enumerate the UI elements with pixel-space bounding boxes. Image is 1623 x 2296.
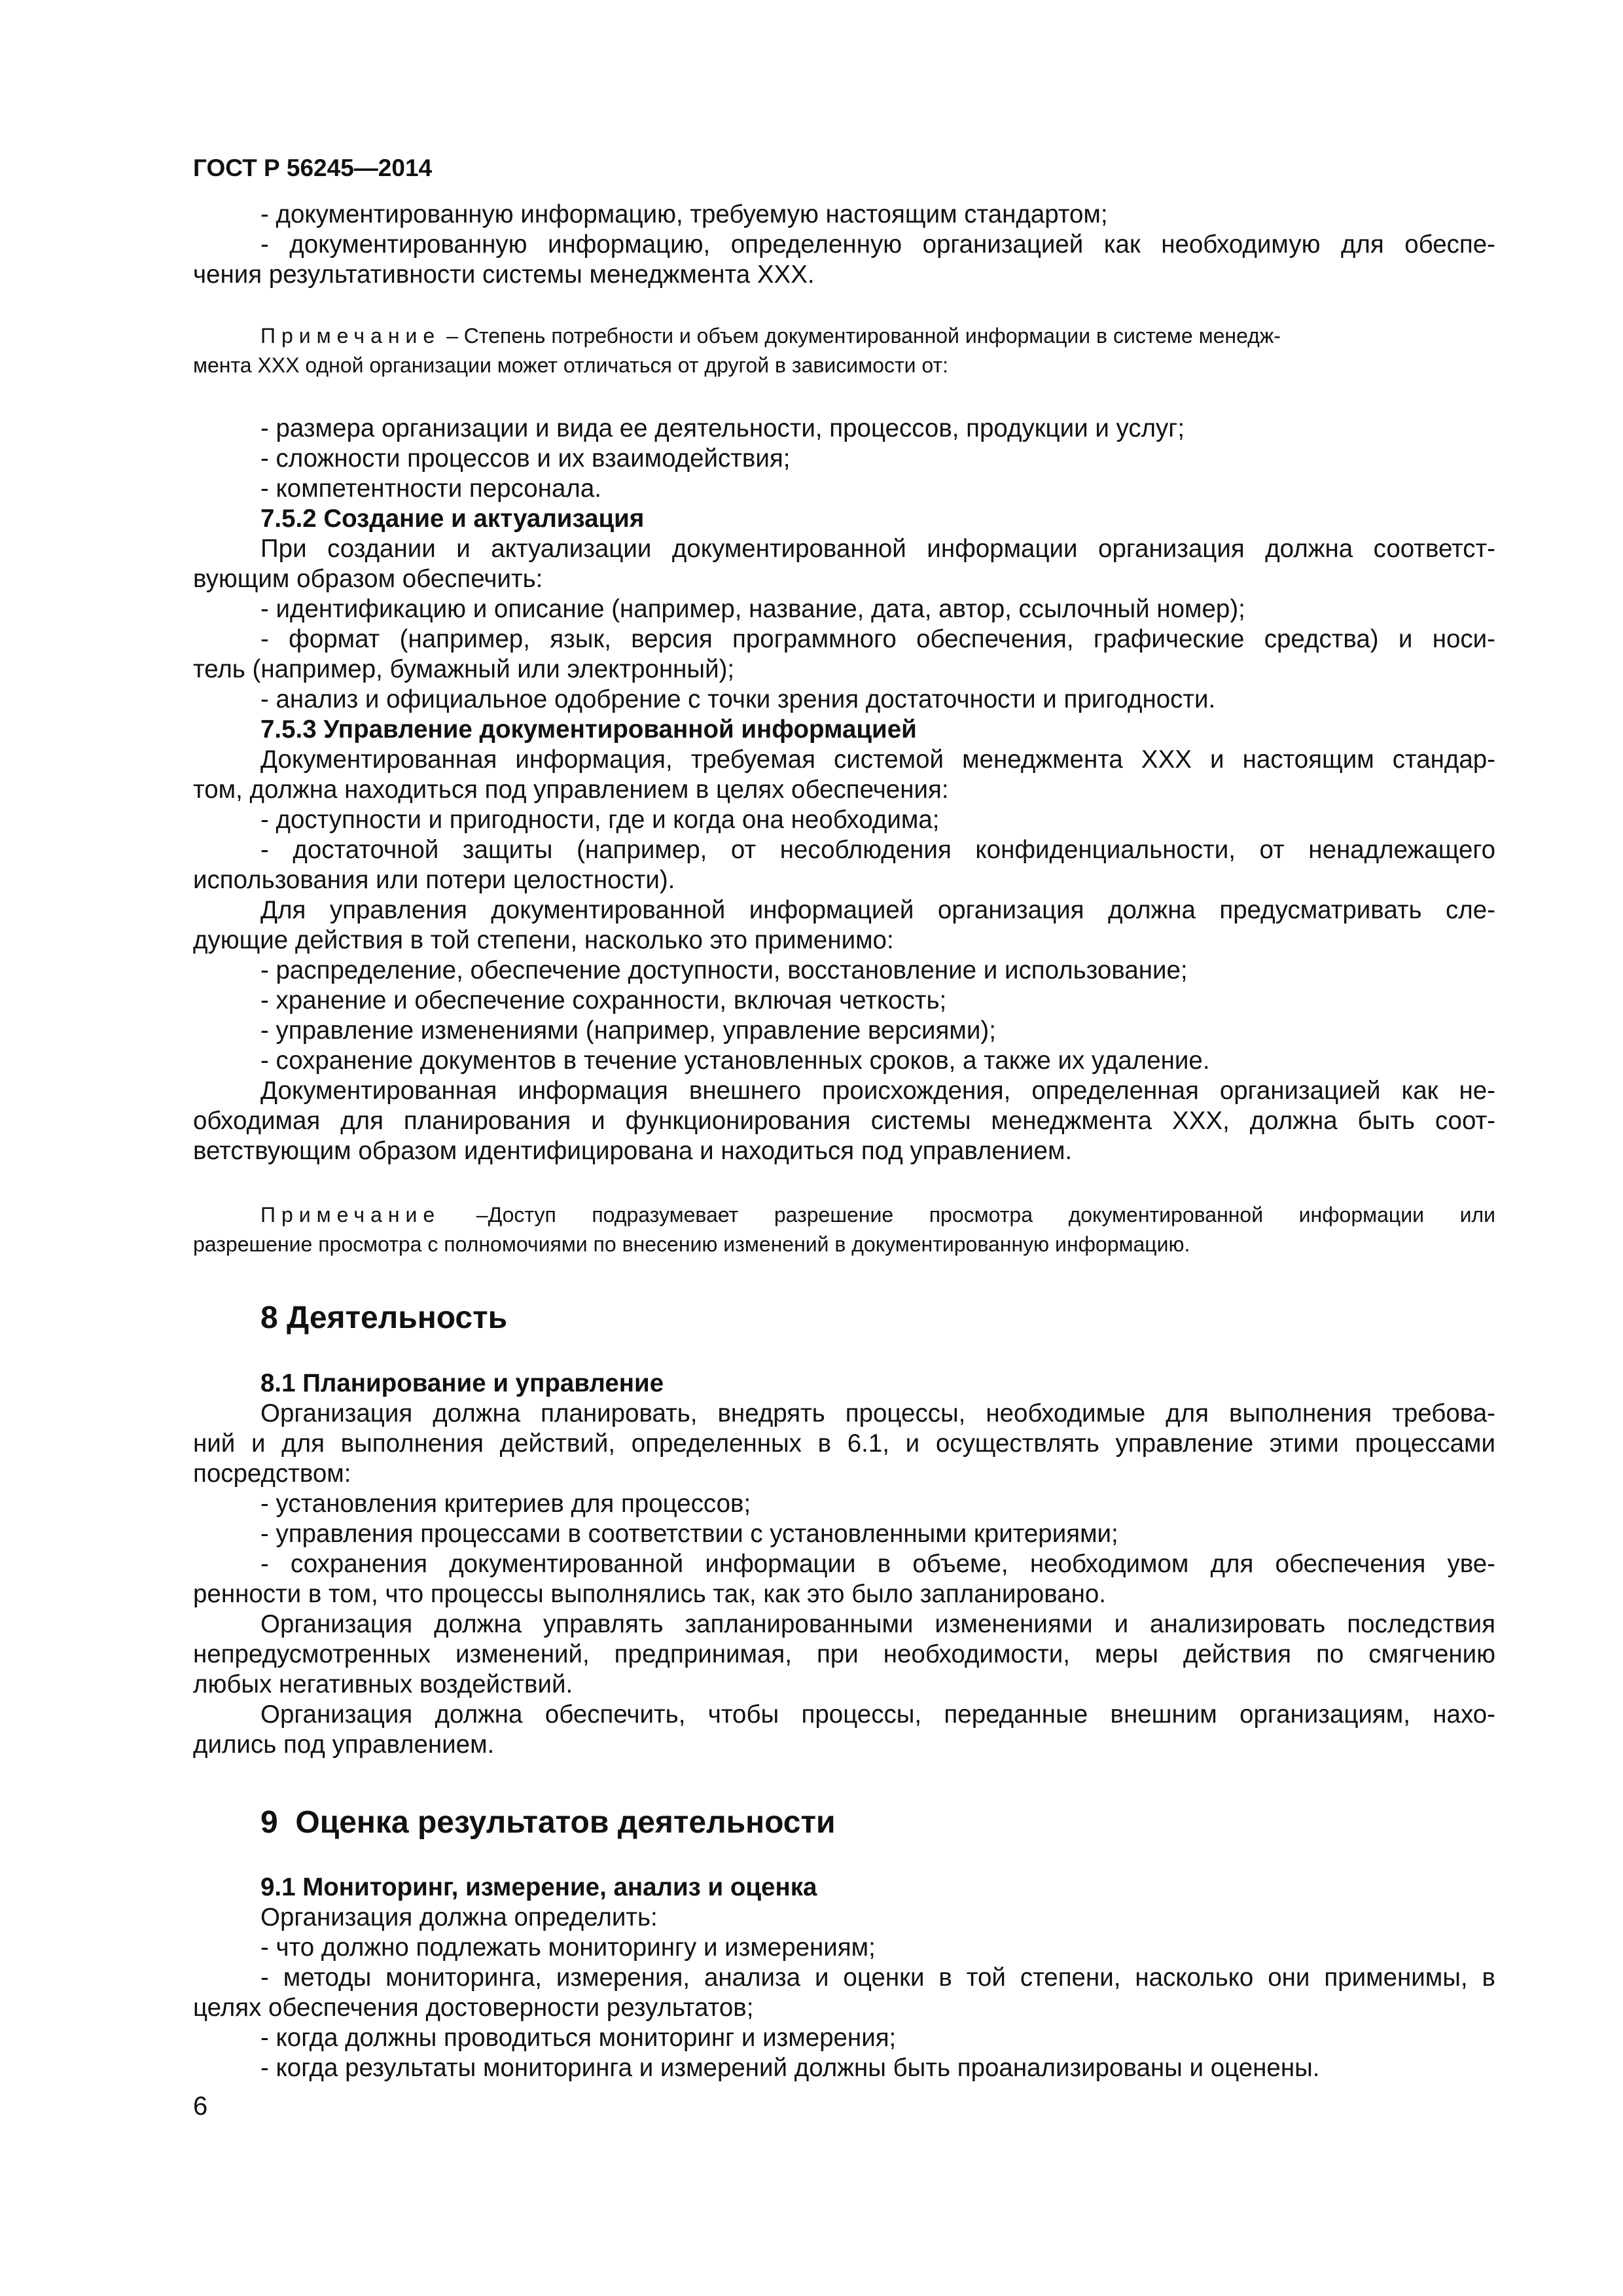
- paragraph-line: том, должна находиться под управлением в целях обеспечения:: [193, 776, 949, 804]
- note-block: [260, 1202, 1495, 1228]
- list-item: - распределение, обеспечение доступности, восстановление и использование;: [260, 956, 1188, 984]
- text-line: чения результативности системы менеджмента XXX.: [193, 260, 815, 289]
- note-text: – Степень потребности и объем документированной информации в системе менедж-: [440, 324, 1281, 348]
- list-item: - когда результаты мониторинга и измерений должны быть проанализированы и оценены.: [260, 2054, 1320, 2082]
- list-item: - сложности процессов и их взаимодействия;: [260, 444, 791, 473]
- paragraph-line: дились под управлением.: [193, 1731, 495, 1759]
- note-text: –Доступ подразумевает разрешение просмотра документированной информации или: [440, 1203, 1495, 1227]
- list-item: - документированную информацию, определенную организацией как необходимую для обеспе-: [260, 230, 1495, 259]
- note-label: Примечание: [260, 1203, 441, 1227]
- paragraph-line: любых негативных воздействий.: [193, 1670, 573, 1698]
- paragraph-line: Для управления документированной информацией организация должна предусматривать сле-: [260, 896, 1495, 924]
- list-item: - сохранения документированной информации в объеме, необходимом для обеспечения уве-: [260, 1550, 1495, 1578]
- list-item: - достаточной защиты (например, от несоблюдения конфиденциальности, от ненадлежащего: [260, 836, 1495, 864]
- page-number: 6: [193, 2092, 208, 2121]
- list-item: - установления критериев для процессов;: [260, 1490, 751, 1518]
- doc-code-header: ГОСТ Р 56245—2014: [193, 154, 433, 181]
- paragraph-line: Организация должна планировать, внедрять процессы, необходимые для выполнения требова-: [260, 1399, 1495, 1427]
- list-item: - размера организации и вида ее деятельности, процессов, продукции и услуг;: [260, 414, 1185, 442]
- section-heading-9: 9 Оценка результатов деятельности: [260, 1805, 836, 1840]
- list-item: - доступности и пригодности, где и когда она необходима;: [260, 806, 940, 834]
- list-item: - сохранение документов в течение установленных сроков, а также их удаление.: [260, 1047, 1210, 1075]
- paragraph-line: вующим образом обеспечить:: [193, 565, 543, 593]
- list-item: ренности в том, что процессы выполнялись так, как это было запланировано.: [193, 1580, 1107, 1608]
- list-item: - методы мониторинга, измерения, анализа и оценки в той степени, насколько они применимы, в: [260, 1964, 1495, 1992]
- list-item: - формат (например, язык, версия программного обеспечения, графические средства) и носи-: [260, 625, 1495, 653]
- list-item: - документированную информацию, требуемую настоящим стандартом;: [260, 200, 1108, 228]
- note-text: разрешение просмотра с полномочиями по внесению изменений в документированную информацию.: [193, 1232, 1190, 1256]
- paragraph-line: ветствующим образом идентифицирована и находиться под управлением.: [193, 1137, 1073, 1165]
- paragraph-line: Документированная информация внешнего происхождения, определенная организацией как не-: [260, 1077, 1495, 1105]
- list-item: - идентификацию и описание (например, название, дата, автор, ссылочный номер);: [260, 595, 1245, 623]
- paragraph-line: непредусмотренных изменений, предпринимая, при необходимости, меры действия по смягчению: [193, 1640, 1495, 1668]
- paragraph-line: Организация должна управлять запланированными изменениями и анализировать последствия: [260, 1610, 1495, 1638]
- list-item: - что должно подлежать мониторингу и измерениям;: [260, 1933, 876, 1962]
- note-text: мента XXX одной организации может отличаться от другой в зависимости от:: [193, 353, 948, 377]
- list-item: - хранение и обеспечение сохранности, включая четкость;: [260, 986, 947, 1014]
- paragraph-line: посредством:: [193, 1460, 351, 1488]
- paragraph-line: обходимая для планирования и функционирования системы менеджмента XXX, должна быть соот-: [193, 1107, 1495, 1135]
- paragraph-line: Документированная информация, требуемая системой менеджмента XXX и настоящим стандар-: [260, 745, 1495, 774]
- list-item: тель (например, бумажный или электронный);: [193, 655, 735, 683]
- list-item: - анализ и официальное одобрение с точки зрения достаточности и пригодности.: [260, 685, 1216, 713]
- section-heading-8-1: 8.1 Планирование и управление: [260, 1369, 664, 1397]
- list-item: - когда должны проводиться мониторинг и измерения;: [260, 2024, 897, 2052]
- paragraph-line: Организация должна обеспечить, чтобы процессы, переданные внешним организациям, нахо-: [260, 1700, 1495, 1729]
- note-label: Примечание: [260, 324, 441, 348]
- list-item: использования или потери целостности).: [193, 866, 675, 894]
- note-block: [260, 323, 1281, 349]
- list-item: - компетентности персонала.: [260, 475, 601, 503]
- section-heading-9-1: 9.1 Мониторинг, измерение, анализ и оценка: [260, 1873, 817, 1901]
- paragraph-line: При создании и актуализации документированной информации организация должна соответст-: [260, 535, 1495, 563]
- list-item: - управление изменениями (например, управление версиями);: [260, 1016, 996, 1045]
- paragraph-line: ний и для выполнения действий, определенных в 6.1, и осуществлять управление этими процессами: [193, 1429, 1495, 1458]
- paragraph-line: дующие действия в той степени, насколько это применимо:: [193, 926, 894, 954]
- list-item: целях обеспечения достоверности результатов;: [193, 1994, 754, 2022]
- paragraph-line: Организация должна определить:: [260, 1903, 658, 1931]
- list-item: - управления процессами в соответствии с установленными критериями;: [260, 1520, 1118, 1548]
- section-heading-7-5-3: 7.5.3 Управление документированной информацией: [260, 715, 917, 744]
- section-heading-7-5-2: 7.5.2 Создание и актуализация: [260, 505, 645, 533]
- section-heading-8: 8 Деятельность: [260, 1300, 508, 1335]
